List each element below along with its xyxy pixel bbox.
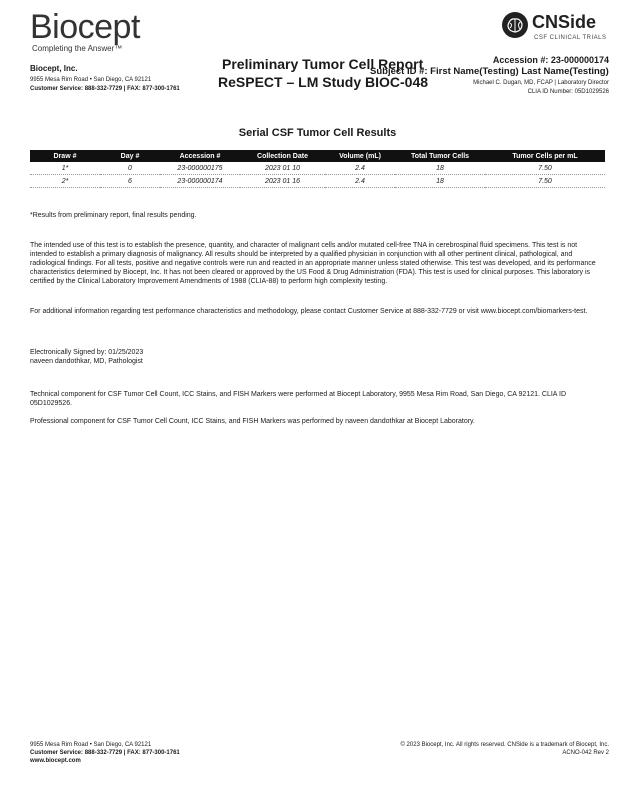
cell: 2* [30,175,100,188]
customer-service: Customer Service: 888-332-7729 | FAX: 877-300-1761 [30,86,180,92]
cell: 23-000000175 [160,162,240,175]
cnside-subtitle: CSF CLINICAL TRIALS [534,35,607,41]
cell: 7.50 [485,175,605,188]
col-cells-per-ml: Tumor Cells per mL [485,150,605,162]
cell: 2.4 [325,162,395,175]
col-collection-date: Collection Date [240,150,325,162]
col-accession: Accession # [160,150,240,162]
col-total-cells: Total Tumor Cells [395,150,485,162]
study-title: ReSPECT – LM Study BIOC-048 [218,74,429,90]
table-row [30,162,605,175]
biocept-logo: Biocept [30,8,140,46]
cell: 2023 01 10 [240,162,325,175]
report-title: Preliminary Tumor Cell Report [222,56,424,72]
table-row [30,175,605,188]
footer-website: www.biocept.com [30,758,81,764]
col-volume: Volume (mL) [325,150,395,162]
cell: 0 [100,162,160,175]
signature-name: naveen dandothkar, MD, Pathologist [30,358,143,365]
brain-icon [500,10,530,40]
cell: 2023 01 16 [240,175,325,188]
table-header-row [30,150,605,162]
cell: 1* [30,162,100,175]
footer-copyright: © 2023 Biocept, Inc. All rights reserved. CNSide is a trademark of Biocept, Inc. [400,742,609,748]
technical-component: Technical component for CSF Tumor Cell Count, ICC Stains, and FISH Markers were performed at Biocept Laboratory, 9955 Mesa Rim Road, San Diego, CA 92121. CLIA ID 05D1029526. [30,391,567,407]
footer-doc-id: ACNO-042 Rev 2 [562,750,609,756]
cell: 2.4 [325,175,395,188]
intended-use-paragraph: The intended use of this test is to establish the presence, quantity, and character of malignant cells and/or mutated cell-free TNA in cerebrospinal fluid specimens. This test is not intended to establish a primary diagnosis of malignancy. All results should be interpreted by a qualified physician in conjunction with all other pertinent clinical, pathological, and radiological findings. For all tests, positive and negative controls were run and reacted in an appropriate manner unless stated otherwise. This test was developed, and its performance characteristics determined by Biocept, Inc. It has not been cleared or approved by the US Food & Drug Administration (FDA). This test is used for clinical purposes. This laboratory is certified by the Clinical Laboratory Improvement Amendments of 1988 (CLIA-88) to perform high complexity testing. [30,242,596,285]
cell: 23-000000174 [160,175,240,188]
professional-component: Professional component for CSF Tumor Cell Count, ICC Stains, and FISH Markers was performed by naveen dandothkar at Biocept Laboratory. [30,418,475,425]
accession-number: Accession #: 23-000000174 [492,55,609,65]
results-table [30,150,605,188]
footer-address: 9955 Mesa Rim Road • San Diego, CA 92121 [30,742,152,748]
lab-director: Michael C. Dugan, MD, FCAP | Laboratory Director [473,80,609,86]
cell: 6 [100,175,160,188]
company-address: 9955 Mesa Rim Road • San Diego, CA 92121 [30,77,152,83]
cnside-logo: CNSide [532,12,597,32]
results-note: *Results from preliminary report, final results pending. [30,212,197,219]
cell: 7.50 [485,162,605,175]
clia-number: CLIA ID Number: 05D1029526 [527,89,609,95]
cell: 18 [395,162,485,175]
tagline: Completing the Answer™ [32,44,123,53]
col-day: Day # [100,150,160,162]
cell: 18 [395,175,485,188]
signature-date: Electronically Signed by: 01/25/2023 [30,349,144,356]
col-draw: Draw # [30,150,100,162]
company-name: Biocept, Inc. [30,64,78,73]
additional-info-paragraph: For additional information regarding test performance characteristics and methodology, please contact Customer Service at 888-332-7729 or visit www.biocept.com/biomarkers-test. [30,308,588,315]
footer-customer-service: Customer Service: 888-332-7729 | FAX: 877-300-1761 [30,750,180,756]
section-title: Serial CSF Tumor Cell Results [238,127,397,139]
subject-id: Subject ID #: First Name(Testing) Last Name(Testing) [370,66,609,77]
